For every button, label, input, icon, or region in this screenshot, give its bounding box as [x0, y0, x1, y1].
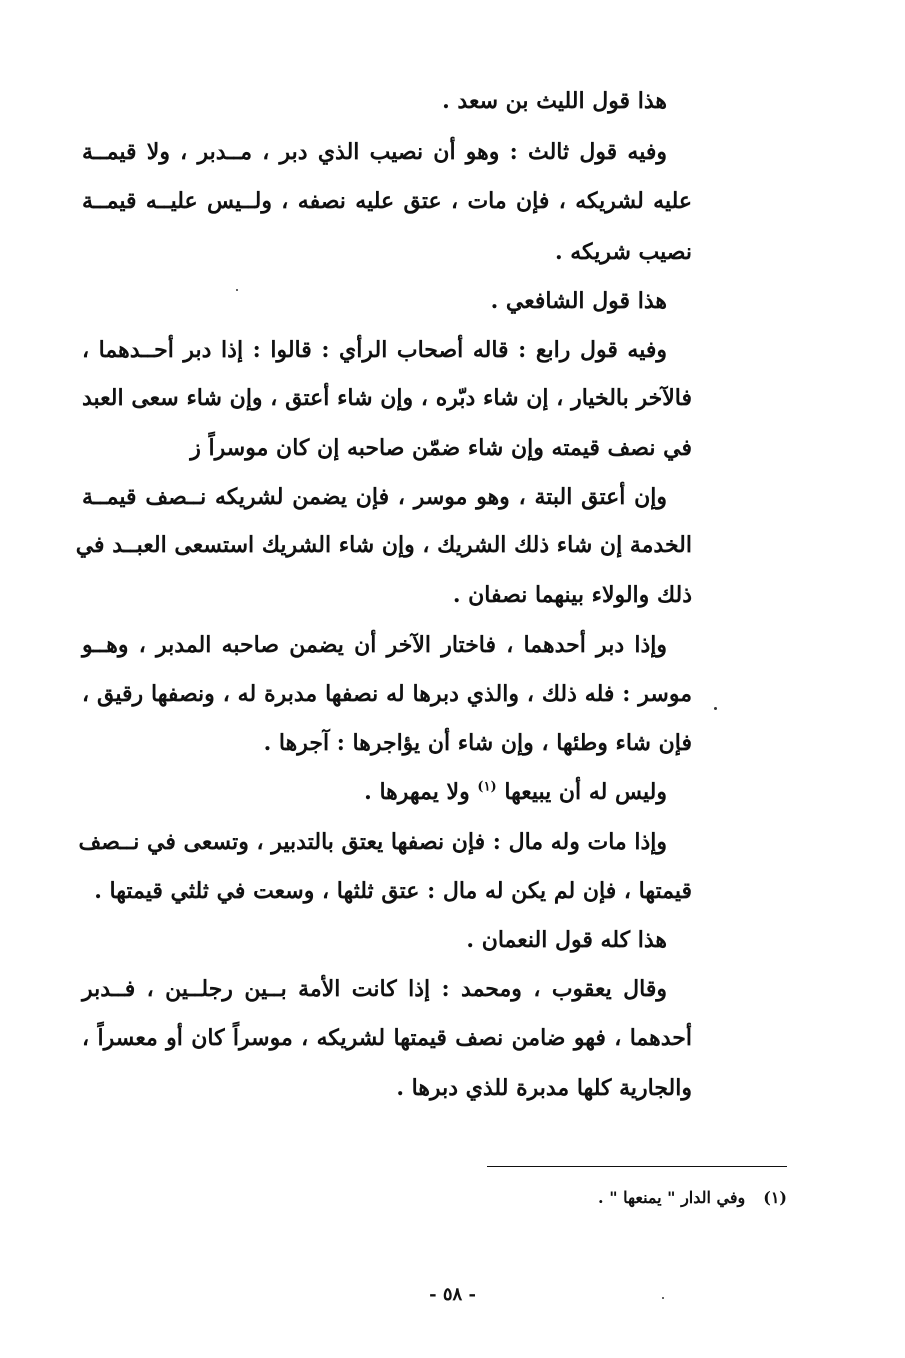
scan-speck [662, 1297, 664, 1299]
footnote-number: (١) [763, 1188, 787, 1207]
footnote-divider [487, 1166, 787, 1167]
text-line: موسر : فله ذلك ، والذي دبرها له نصفها مدبرة له ، ونصفها رقيق ، [82, 681, 692, 707]
text-line: هذا قول الشافعي . [490, 288, 667, 314]
page-number: - ٥٨ - [429, 1284, 476, 1305]
text-line: فالآخر بالخيار ، إن شاء دبّره ، وإن شاء أعتق ، وإن شاء سعى العبد [82, 385, 692, 411]
text-line: هذا كله قول النعمان . [466, 927, 667, 953]
footnote-text: وفي الدار " يمنعها " . [598, 1188, 746, 1207]
text-line: وفيه قول رابع : قاله أصحاب الرأي : قالوا : إذا دبر أحــدهما ، [82, 337, 667, 363]
text-line: هذا قول الليث بن سعد . [442, 88, 667, 114]
scan-speck [714, 707, 717, 710]
text-line: الخدمة إن شاء ذلك الشريك ، وإن شاء الشريك استسعى العبــد في [75, 532, 692, 558]
text-run: وليس له أن يبيعها [504, 779, 667, 805]
text-line: وفيه قول ثالث : وهو أن نصيب الذي دبر ، مــدبر ، ولا قيمــة [82, 139, 667, 165]
text-line: عليه لشريكه ، فإن مات ، عتق عليه نصفه ، ولــيس عليــه قيمــة [82, 188, 692, 214]
text-line [364, 777, 667, 807]
text-run: ولا يمهرها . [364, 779, 470, 805]
text-line: ذلك والولاء بينهما نصفان . [452, 582, 692, 608]
text-line: وإن أعتق البتة ، وهو موسر ، فإن يضمن لشريكه نــصف قيمــة [82, 484, 667, 510]
text-line: وإذا دبر أحدهما ، فاختار الآخر أن يضمن صاحبه المدبر ، وهــو [82, 632, 667, 658]
text-line: في نصف قيمته وإن شاء ضمّن صاحبه إن كان موسراً ز [190, 435, 692, 461]
footnote [598, 1186, 787, 1210]
text-line: أحدهما ، فهو ضامن نصف قيمتها لشريكه ، موسراً كان أو معسراً ، [82, 1025, 692, 1051]
scan-speck [236, 289, 238, 291]
footnote-reference: (١) [477, 779, 497, 795]
text-line: فإن شاء وطئها ، وإن شاء أن يؤاجرها : آجرها . [263, 730, 692, 756]
text-line: قيمتها ، فإن لم يكن له مال : عتق ثلثها ، وسعت في ثلثي قيمتها . [94, 878, 692, 904]
text-line: وإذا مات وله مال : فإن نصفها يعتق بالتدبير ، وتسعى في نــصف [78, 829, 667, 855]
text-line: والجارية كلها مدبرة للذي دبرها . [396, 1075, 692, 1101]
text-line: وقال يعقوب ، ومحمد : إذا كانت الأمة بــين رجلــين ، فــدبر [82, 976, 667, 1002]
text-line: نصيب شريكه . [554, 239, 692, 265]
